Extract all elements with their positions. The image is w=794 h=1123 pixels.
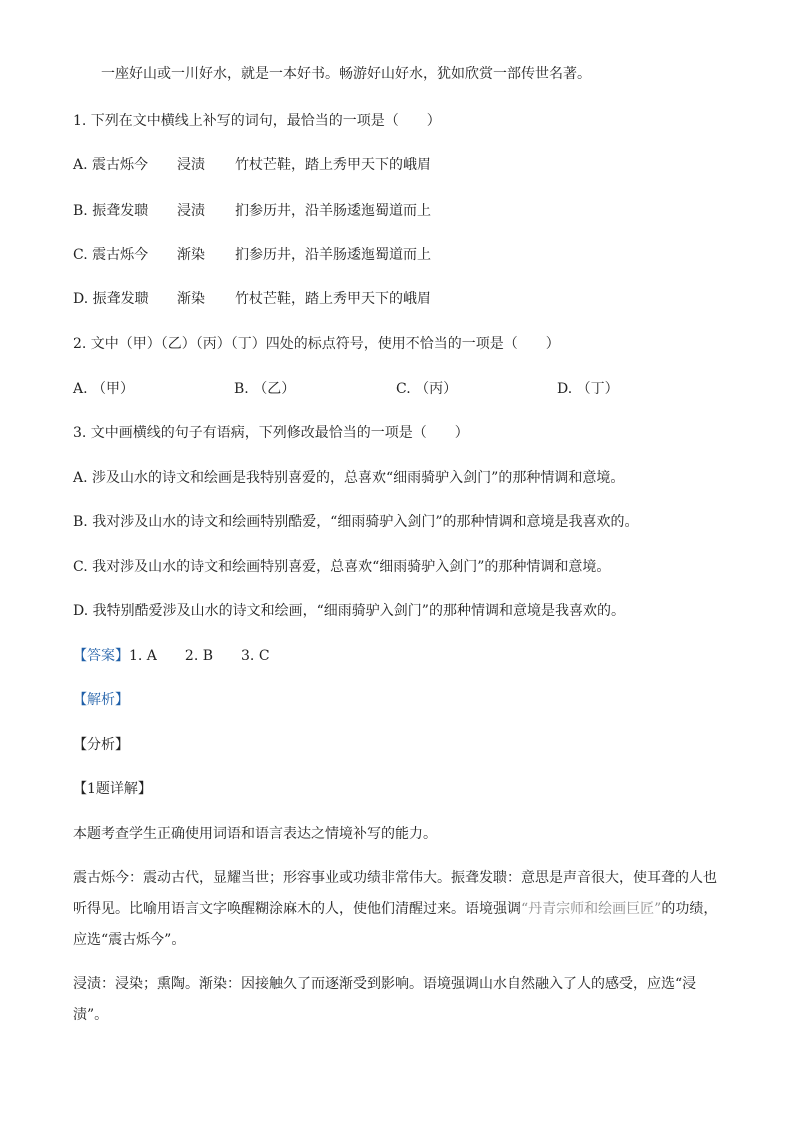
q1-option-a — [73, 155, 431, 175]
question-3-stem: 3. 文中画横线的句子有语病，下列修改最恰当的一项是（ ） — [73, 425, 469, 441]
q3-option-a: A. 涉及山水的诗文和绘画是我特别喜爱的，总喜欢“细雨骑驴入剑门”的那种情调和意境。 — [73, 470, 625, 486]
q1-option-b-phrase: 扪参历井，沿羊肠逶迤蜀道而上 — [235, 203, 431, 219]
q1-option-d — [73, 289, 431, 309]
answer-text: 1. A 2. B 3. C — [129, 648, 270, 664]
question-2-stem: 2. 文中（甲）（乙）（丙）（丁）四处的标点符号，使用不恰当的一项是（ ） — [73, 336, 560, 352]
detail-label: 【1题详解】 — [73, 781, 152, 797]
q3-option-b: B. 我对涉及山水的诗文和绘画特别酷爱，“细雨骑驴入剑门”的那种情调和意境是我喜欢的。 — [73, 514, 639, 530]
question-1-stem: 1. 下列在文中横线上补写的词句，最恰当的一项是（ ） — [73, 113, 441, 129]
q2-option-c: C. （丙） — [396, 381, 458, 397]
answer-label: 【答案】 — [73, 648, 129, 664]
q1-option-a-word1: A. 震古烁今 — [73, 157, 149, 173]
quoted-phrase: “丹青宗师和绘画巨匠” — [521, 901, 662, 917]
q1-option-a-word2: 浸渍 — [177, 157, 205, 173]
q1-option-c-word1: C. 震古烁今 — [73, 247, 149, 263]
q1-option-c-word2: 渐染 — [177, 247, 205, 263]
q3-option-c: C. 我对涉及山水的诗文和绘画特别喜爱，总喜欢“细雨骑驴入剑门”的那种情调和意境。 — [73, 559, 611, 575]
q1-option-c — [73, 245, 431, 265]
q1-option-c-phrase: 扪参历井，沿羊肠逶迤蜀道而上 — [235, 247, 431, 263]
analysis-label: 【解析】 — [73, 692, 129, 708]
answer-line — [73, 646, 270, 666]
q2-option-b: B. （乙） — [234, 381, 296, 397]
q2-option-a: A. （甲） — [73, 381, 135, 397]
q3-option-d: D. 我特别酷爱涉及山水的诗文和绘画，“细雨骑驴入剑门”的那种情调和意境是我喜欢的。 — [73, 603, 625, 619]
explanation-paragraph-1: 本题考查学生正确使用词语和语言表达之情境补写的能力。 — [73, 826, 437, 842]
q1-option-b-word2: 浸渍 — [177, 203, 205, 219]
q2-option-d: D. （丁） — [557, 381, 619, 397]
q1-option-b — [73, 201, 431, 221]
explanation-paragraph-2: 震古烁今：震动古代，显耀当世；形容事业或功绩非常伟大。振聋发聩：意思是声音很大，使耳聋的人也听得见。比喻用语言文字唤醒糊涂麻木的人，使他们清醒过来。语境强调“丹青宗师和绘画巨匠”的功绩，应选“震古烁今”。 — [73, 870, 718, 948]
fenxi-label: 【分析】 — [73, 737, 129, 753]
q1-option-b-word1: B. 振聋发聩 — [73, 203, 149, 219]
q1-option-d-word2: 渐染 — [177, 291, 205, 307]
intro-sentence: 一座好山或一川好水，就是一本好书。畅游好山好水，犹如欣赏一部传世名著。 — [101, 66, 591, 82]
q1-option-d-phrase: 竹杖芒鞋，踏上秀甲天下的峨眉 — [235, 291, 431, 307]
q1-option-d-word1: D. 振聋发聩 — [73, 291, 149, 307]
explanation-paragraph-3: 浸渍：浸染；熏陶。渐染：因接触久了而逐渐受到影响。语境强调山水自然融入了人的感受，应选“浸渍”。 — [73, 976, 697, 1023]
q1-option-a-phrase: 竹杖芒鞋，踏上秀甲天下的峨眉 — [235, 157, 431, 173]
